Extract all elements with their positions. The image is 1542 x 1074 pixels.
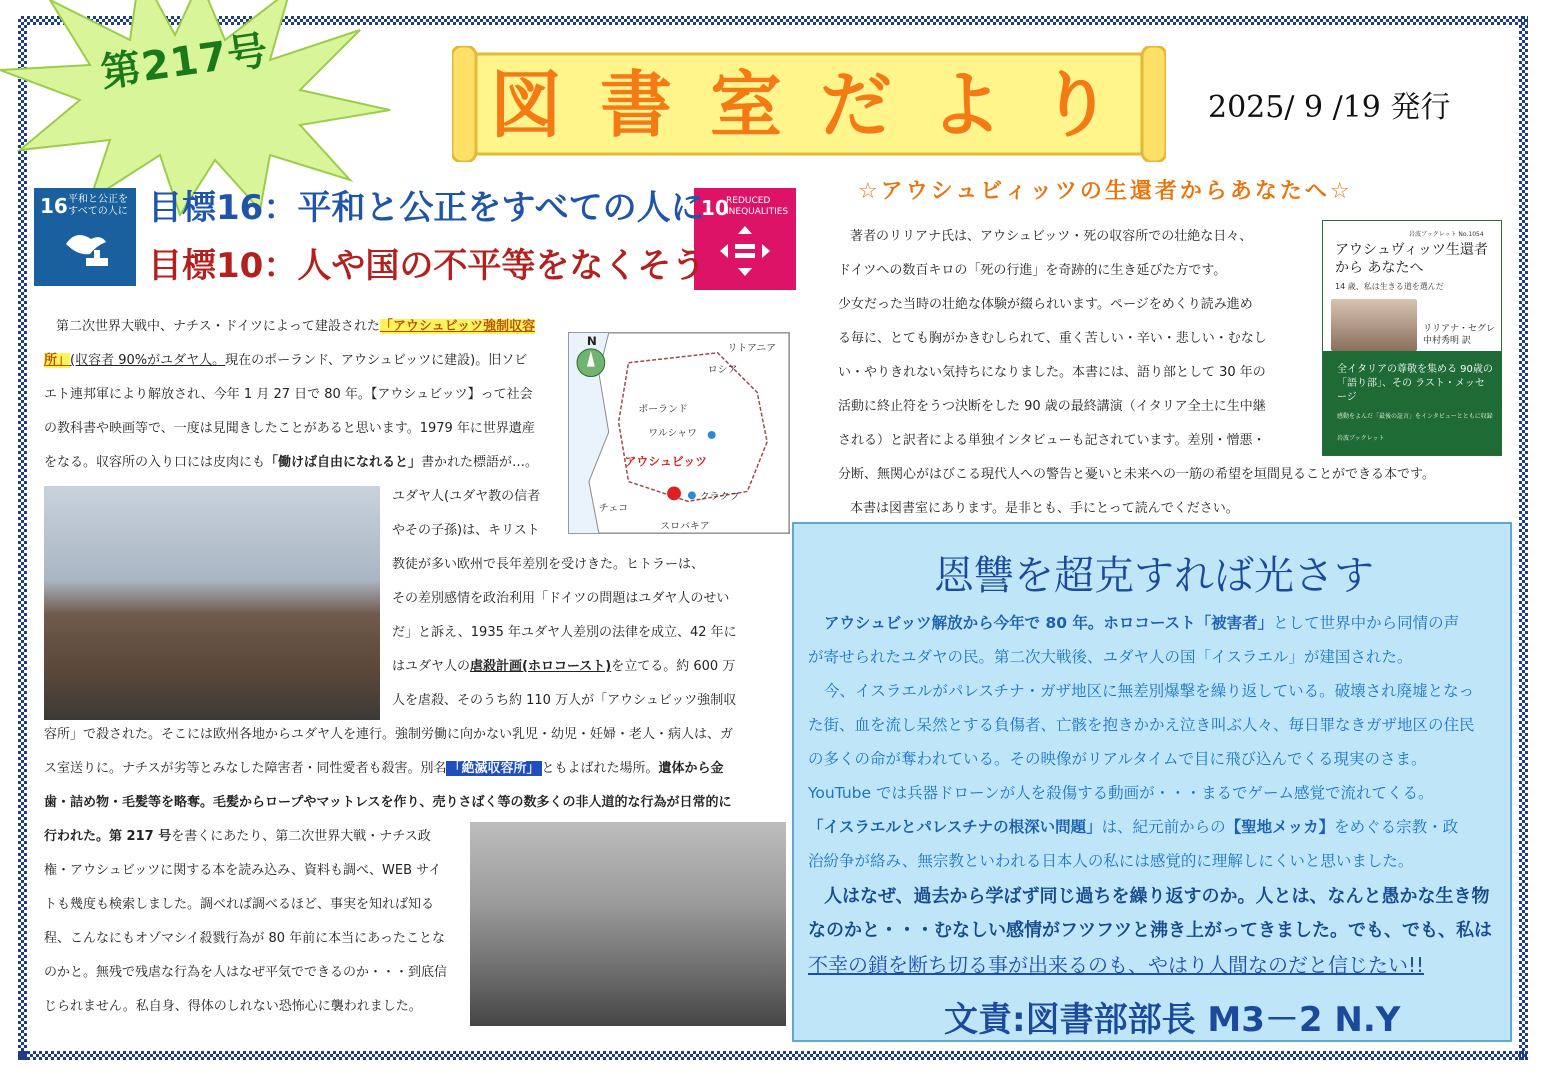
text: ともよばれた場所。 (541, 761, 659, 776)
border-bottom (18, 1051, 1528, 1060)
book-cover (1322, 220, 1502, 456)
article-right-4: その差別感情を政治利用「ドイツの問題はユダヤ人のせい (392, 591, 730, 606)
newsletter-title: 図書室だより (489, 63, 1150, 147)
essay-line-10: なのかと・・・むなしい感情がフツフツと沸き上がってきました。でも、でも、私は (808, 920, 1492, 941)
border-right (1519, 16, 1528, 1060)
map-label-warsaw: ワルシャワ (648, 427, 698, 439)
book-line-7: される）と訳者による単独インタビューも記されています。差別・憎悪・ (838, 433, 1266, 448)
map-label-krakow: クラクフ (699, 491, 740, 503)
article-line-3: エト連邦軍により解放され、今年 1 月 27 日で 80 年。【アウシュビッツ】って社会 (44, 387, 533, 402)
bold-text: 「働けば自由になれると」 (265, 455, 422, 470)
issue-date: 2025/ 9 /19 発行 (1208, 90, 1451, 125)
cover-note: 感動をよんだ「最後の証言」をインタビューとともに収録 (1337, 413, 1493, 420)
article-right-7: 人を虐殺、そのうち約 110 万人が「アウシュビッツ強制収 (392, 693, 737, 708)
book-line-6: 活動に終止符をうつ決断をした 90 歳の最終講演（イタリア全土に生中継 (838, 399, 1266, 414)
book-line-9: 本書は図書室にあります。是非とも、手にとって読んでください。 (850, 501, 1239, 516)
bold-text: 「イスラエルとパレスチナの根深い問題」 (808, 818, 1102, 836)
article-bottom-6: じられません。私自身、得体のしれない恐怖心に襲われました。 (44, 999, 422, 1014)
highlight-text: 「アウシュビッツ強制収容 (379, 319, 536, 334)
text: ス室送りに。ナチスが劣等とみなした障害者・同性愛者も殺害。別名 (44, 761, 447, 776)
essay-line-1 (824, 606, 1459, 640)
article-full-1: 容所」で殺された。そこには欧州各地からユダヤ人を連行。強制労働に向かない乳児・幼児・妊婦・老人・病人は、ガ (44, 727, 734, 742)
article-right-1: ユダヤ人(ユダヤ教の信者 (392, 489, 541, 504)
article-right-3: 教徒が多い欧州で長年差別を受けきた。ヒトラーは、 (392, 557, 705, 572)
article-right-5: だ」と訴え、1935 年ユダヤ人差別の法律を成立、42 年に (392, 625, 737, 640)
sdg10-label: REDUCED INEQUALITIES (726, 196, 789, 217)
text: 第二次世界大戦中、ナチス・ドイツによって建設された (56, 319, 380, 334)
article-line-2 (44, 344, 527, 378)
signature: 文責:図書部部長 M3－2 N.Y (944, 1000, 1401, 1040)
essay-line-5: の多くの命が奪われている。その映像がリアルタイムで目に飛び込んでくる現実のさま。 (808, 750, 1427, 768)
essay-line-4: た街、血を流し呆然とする負傷者、亡骸を抱きかかえ泣き叫ぶ人々、毎日罪なきガザ地区の住民 (808, 716, 1475, 734)
map-label-russia: ロシア (707, 364, 738, 376)
text: (収容者 90%がユダヤ人。 (70, 353, 226, 368)
text: はユダヤ人の (392, 659, 471, 674)
cover-tagline: 全イタリアの尊敬を集める 90歳の「語り部」、その ラスト・メッセージ (1337, 364, 1493, 403)
map-label-slovakia: スロバキア (660, 521, 710, 533)
map-label-poland: ポーランド (638, 404, 688, 416)
cover-photo (1331, 299, 1417, 351)
essay-title: 恩讐を超克すれば光さす (934, 553, 1374, 599)
europe-map (568, 332, 790, 534)
essay-line-9: 人はなぜ、過去から学ばず同じ過ちを繰り返すのか。人とは、なんと愚かな生き物 (824, 886, 1490, 907)
cover-publisher: 岩波ブックレット (1337, 435, 1385, 442)
book-line-5: い・やりきれない気持ちになりました。本書には、語り部として 30 年の (838, 365, 1266, 380)
book-heading: ☆アウシュビィッツの生還者からあなたへ☆ (858, 179, 1353, 204)
text: 現在のポーランド、アウシュビッツに建設)。旧ソビ (225, 353, 528, 368)
map-label-auschwitz: アウシュビッツ (624, 454, 707, 469)
text: を書くにあたり、第二次世界大戦・ナチス政 (171, 829, 431, 844)
article-bottom-5: のかと。無残で残虐な行為を人はなぜ平気でできるのか・・・到底信 (44, 965, 448, 980)
article-bottom-1 (44, 820, 431, 854)
text: として世界中から同情の声 (1273, 614, 1460, 632)
text: を立てる。約 600 万 (611, 659, 736, 674)
map-label-lithuania: リトアニア (727, 342, 777, 354)
essay-line-2: が寄せられたユダヤの民。第二次大戦後、ユダヤ人の国「イスラエル」が建国された。 (808, 648, 1413, 666)
goal10-heading: 目標10：人や国の不平等をなくそう (148, 246, 706, 286)
bold-text: 第 217 号 (109, 829, 172, 844)
text: をめぐる宗教・政 (1334, 818, 1459, 836)
equality-icon (720, 226, 770, 276)
essay-line-6: YouTube では兵器ドローンが人を殺傷する動画が・・・まるでゲーム感覚で流れてくる。 (808, 784, 1434, 802)
map-label-czech: チェコ (598, 503, 629, 515)
text: は、紀元前からの (1101, 818, 1226, 836)
essay-line-7 (808, 810, 1458, 844)
dove-gavel-icon (56, 224, 116, 274)
article-full-3: 歯・詰め物・毛髪等を略奪。毛髪からロープやマットレスを作り、売りさばく等の数多くの非人道的な行為が日常的に (44, 795, 732, 810)
bold-text: 遺体から金 (658, 761, 724, 776)
article-line-1 (56, 310, 535, 344)
book-line-4: る毎に、とても胸がかきむしられて、重く苦しい・辛い・悲しい・むなし (838, 331, 1267, 346)
cover-title: アウシュヴィッツ生還者から あなたへ (1335, 242, 1488, 276)
issue-number: 第217号 (98, 27, 272, 97)
text: 書かれた標語が…。 (421, 455, 539, 470)
text: をなる。収容所の入り口には皮肉にも (44, 455, 266, 470)
book-line-2: ドイツへの数百キロの「死の行進」を奇跡的に生き延びた方です。 (838, 263, 1227, 278)
highlight-text: 「絶滅収容所」 (448, 761, 540, 776)
bold-text: アウシュビッツ解放から今年で 80 年。ホロコースト「被害者」 (824, 614, 1274, 632)
book-line-3: 少女だった当時の壮絶な体験が綴られいます。ページをめくり読み進め (838, 297, 1253, 312)
article-full-2 (44, 752, 724, 786)
cover-author: リリアナ・セグレ 中村秀明 訳 (1423, 324, 1496, 346)
article-right-2: やその子孫)は、キリスト (392, 523, 540, 538)
bold-text: 行われた。 (44, 829, 110, 844)
sdg10-number: 10 (701, 196, 729, 220)
children-behind-fence-photo (470, 822, 786, 1026)
bold-text: 【聖地メッカ】 (1225, 818, 1335, 836)
article-bottom-2: 権・アウシュビッツに関する本を読み込み、資料も調べ、WEB サイ (44, 863, 442, 878)
sdg16-label: 平和と公正を すべての人に (68, 194, 128, 217)
article-right-6 (392, 650, 735, 684)
essay-line-11: 不幸の鎖を断ち切る事が出来るのも、やはり人間なのだと信じたい!! (808, 953, 1425, 977)
article-bottom-4: 程、こんなにもオゾマシイ殺戮行為が 80 年前に本当にあったことな (44, 931, 446, 946)
book-line-8: 分断、無関心がはびこる現代人への警告と憂いと未来への一筋の希望を垣間見ることができる本です。 (838, 467, 1435, 482)
goal16-heading: 目標16：平和と公正をすべての人に (148, 188, 705, 228)
cover-subtitle: 14 歳、私は生きる道を選んだ (1335, 282, 1444, 291)
sdg10-icon (694, 188, 796, 290)
bold-text: 虐殺計画(ホロコースト) (470, 659, 612, 674)
highlight-text: 所」 (44, 353, 71, 368)
essay-line-8: 治紛争が絡み、無宗教といわれる日本人の私には感覚的に理解しにくいと思いました。 (808, 852, 1414, 870)
essay-box (792, 522, 1512, 1042)
essay-line-3: 今、イスラエルがパレスチナ・ガザ地区に無差別爆撃を繰り返している。破壊され廃墟となっ (824, 682, 1475, 700)
article-line-4: の教科書や映画等で、一度は見聞きしたことがあると思います。1979 年に世界遺産 (44, 421, 535, 436)
book-line-1: 著者のリリアナ氏は、アウシュビッツ・死の収容所での壮絶な日々、 (850, 229, 1253, 244)
sdg16-icon (34, 188, 136, 286)
cover-series: 岩波ブックレット No.1054 (1409, 231, 1484, 238)
auschwitz-gate-photo (44, 486, 380, 720)
article-line-5 (44, 446, 538, 480)
sdg16-number: 16 (40, 194, 68, 218)
article-bottom-3: トも幾度も検索しました。調べれば調べるほど、事実を知れば知る (44, 897, 435, 912)
map-north: N (586, 333, 597, 348)
